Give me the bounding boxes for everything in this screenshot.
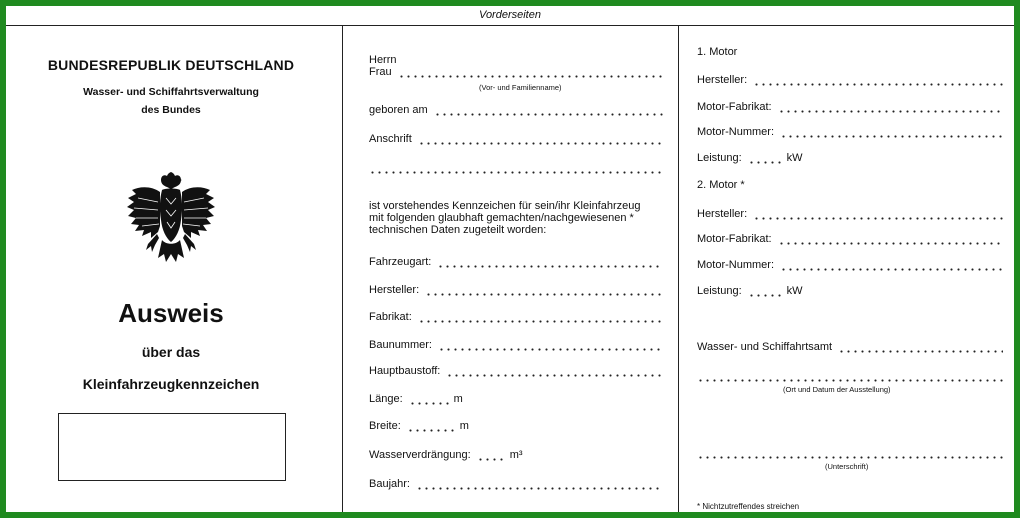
length-field[interactable] bbox=[369, 393, 463, 406]
salutation-frau: Frau bbox=[369, 66, 392, 78]
name-caption: (Vor- und Familienname) bbox=[479, 83, 562, 92]
displacement-field[interactable] bbox=[369, 449, 523, 462]
vehicle-type-line bbox=[437, 265, 663, 268]
birthdate-line bbox=[434, 113, 663, 116]
displacement-line bbox=[477, 458, 507, 461]
motor-2-manufacturer-label: Hersteller: bbox=[697, 208, 748, 220]
vehicle-type-label: Fahrzeugart: bbox=[369, 256, 432, 268]
motor-1-manufacturer-line bbox=[753, 83, 1003, 86]
motor-2-make-label: Motor-Fabrikat: bbox=[697, 233, 772, 245]
motor-1-power-line bbox=[748, 161, 784, 164]
authority-line-2: des Bundes bbox=[141, 104, 201, 116]
build-year-field[interactable] bbox=[369, 478, 663, 491]
motor-2-number-label: Motor-Nummer: bbox=[697, 259, 775, 271]
waterways-office-field[interactable] bbox=[697, 341, 1003, 354]
address-line-1 bbox=[418, 142, 663, 145]
statement-line-3: technischen Daten zugeteilt worden: bbox=[369, 224, 547, 236]
manufacturer-label: Hersteller: bbox=[369, 284, 420, 296]
width-label: Breite: bbox=[369, 420, 401, 432]
material-line bbox=[446, 374, 663, 377]
manufacturer-line bbox=[425, 293, 663, 296]
place-date-line bbox=[697, 379, 1003, 382]
motor-1-heading: 1. Motor bbox=[697, 46, 738, 58]
statement-line-2: mit folgenden glaubhaft gemachten/nachgewiesenen * bbox=[369, 212, 634, 224]
build-number-line bbox=[438, 348, 663, 351]
signature-line bbox=[697, 456, 1003, 459]
birthdate-label: geboren am bbox=[369, 104, 428, 116]
build-year-label: Baujahr: bbox=[369, 478, 410, 490]
place-date-caption: (Ort und Datum der Ausstellung) bbox=[783, 385, 891, 394]
material-label: Hauptbaustoff: bbox=[369, 365, 441, 377]
build-number-field[interactable] bbox=[369, 339, 663, 352]
motor-2-make-field[interactable] bbox=[697, 233, 1003, 246]
motor-1-power-unit: kW bbox=[786, 152, 803, 164]
name-line bbox=[398, 75, 663, 78]
motor-2-number-field[interactable] bbox=[697, 259, 1003, 272]
address-field-2[interactable] bbox=[369, 162, 663, 175]
waterways-office-line bbox=[838, 350, 1003, 353]
length-unit: m bbox=[453, 393, 463, 405]
motor-1-manufacturer-label: Hersteller: bbox=[697, 74, 748, 86]
motor-2-power-line bbox=[748, 294, 784, 297]
footnote: * Nichtzutreffendes streichen bbox=[697, 502, 800, 511]
build-number-label: Baunummer: bbox=[369, 339, 432, 351]
vehicle-type-field[interactable] bbox=[369, 256, 663, 269]
cover-panel bbox=[6, 26, 342, 512]
engine-panel bbox=[678, 26, 1014, 512]
signature-field[interactable] bbox=[697, 447, 1003, 460]
header-label: Vorderseiten bbox=[6, 6, 1014, 26]
registration-number-box[interactable] bbox=[58, 413, 286, 481]
motor-2-power-field[interactable] bbox=[697, 285, 803, 298]
length-label: Länge: bbox=[369, 393, 403, 405]
owner-vehicle-panel bbox=[342, 26, 678, 512]
motor-1-power-label: Leistung: bbox=[697, 152, 742, 164]
document-subtitle-1: über das bbox=[141, 344, 201, 360]
displacement-unit: m³ bbox=[509, 449, 523, 461]
waterways-office-label: Wasser- und Schiffahrtsamt bbox=[697, 341, 833, 353]
authority-line-1: Wasser- und Schiffahrtsverwaltung bbox=[83, 86, 259, 98]
width-line bbox=[407, 429, 457, 432]
federal-eagle-icon bbox=[124, 168, 218, 270]
motor-1-number-line bbox=[780, 135, 1003, 138]
address-field[interactable] bbox=[369, 133, 663, 146]
motor-1-number-label: Motor-Nummer: bbox=[697, 126, 775, 138]
motor-1-number-field[interactable] bbox=[697, 126, 1003, 139]
motor-2-heading: 2. Motor * bbox=[697, 179, 745, 191]
motor-2-power-label: Leistung: bbox=[697, 285, 742, 297]
motor-2-make-line bbox=[778, 242, 1003, 245]
id-card-sheet bbox=[6, 6, 1014, 512]
build-year-line bbox=[416, 487, 663, 490]
displacement-label: Wasserverdrängung: bbox=[369, 449, 471, 461]
motor-2-manufacturer-line bbox=[753, 217, 1003, 220]
name-field[interactable] bbox=[369, 66, 663, 79]
document-subtitle-2: Kleinfahrzeugkennzeichen bbox=[82, 376, 260, 392]
country-title: BUNDESREPUBLIK DEUTSCHLAND bbox=[47, 57, 295, 73]
motor-1-make-label: Motor-Fabrikat: bbox=[697, 101, 772, 113]
birthdate-field[interactable] bbox=[369, 104, 663, 117]
document-title: Ausweis bbox=[118, 298, 224, 328]
motor-2-manufacturer-field[interactable] bbox=[697, 208, 1003, 221]
signature-caption: (Unterschrift) bbox=[825, 462, 869, 471]
width-unit: m bbox=[459, 420, 469, 432]
width-field[interactable] bbox=[369, 420, 469, 433]
motor-1-make-field[interactable] bbox=[697, 101, 1003, 114]
address-label: Anschrift bbox=[369, 133, 412, 145]
make-line bbox=[418, 320, 663, 323]
make-field[interactable] bbox=[369, 311, 663, 324]
motor-1-manufacturer-field[interactable] bbox=[697, 74, 1003, 87]
make-label: Fabrikat: bbox=[369, 311, 412, 323]
motor-1-make-line bbox=[778, 110, 1003, 113]
statement-line-1: ist vorstehendes Kennzeichen für sein/ihr Kleinfahrzeug bbox=[369, 200, 641, 212]
motor-2-power-unit: kW bbox=[786, 285, 803, 297]
manufacturer-field[interactable] bbox=[369, 284, 663, 297]
place-date-field[interactable] bbox=[697, 370, 1003, 383]
address-line-2 bbox=[369, 171, 663, 174]
motor-1-power-field[interactable] bbox=[697, 152, 803, 165]
material-field[interactable] bbox=[369, 365, 663, 378]
motor-2-number-line bbox=[780, 268, 1003, 271]
salutation-herrn: Herrn bbox=[369, 54, 397, 66]
length-line bbox=[409, 402, 451, 405]
